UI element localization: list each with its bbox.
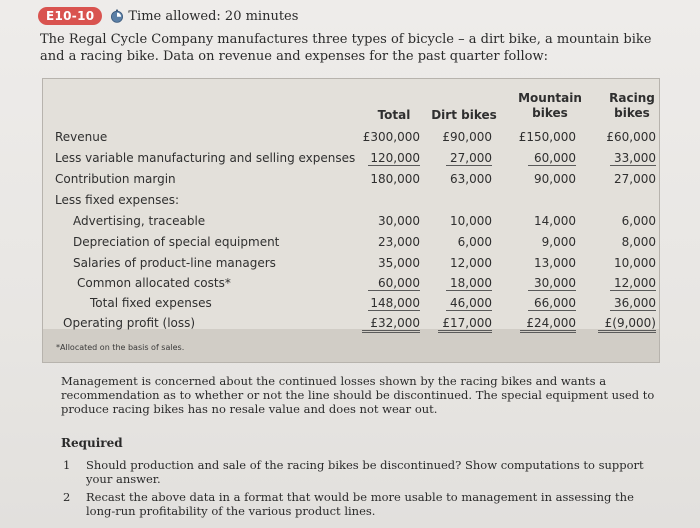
management-paragraph: Management is concerned about the continued losses shown by the racing bikes and wants a recommendation as to whether or not the line should be discontinued. The special equipment used to produce racing bikes has no resale value and does not wear out. <box>61 374 655 416</box>
cell-racing: 27,000 <box>614 172 656 186</box>
cell-total: 60,000 <box>368 276 420 291</box>
cell-racing: 33,000 <box>610 151 656 166</box>
row-label-operating-profit: Operating profit (loss) <box>63 316 196 330</box>
cell-racing: 6,000 <box>621 214 656 228</box>
cell-mountain: £150,000 <box>518 130 576 144</box>
exercise-header <box>38 7 298 25</box>
cell-dirt: 10,000 <box>450 214 492 228</box>
cell-dirt: £17,000 <box>438 316 492 333</box>
cell-racing: 10,000 <box>614 256 656 270</box>
required-heading: Required <box>61 436 123 450</box>
cell-dirt: 63,000 <box>450 172 492 186</box>
row-label-depreciation: Depreciation of special equipment <box>73 235 280 249</box>
header-total: Total <box>377 108 411 122</box>
cell-dirt: 6,000 <box>457 235 492 249</box>
exercise-badge: E10-10 <box>38 7 102 25</box>
row-label-fixed-heading: Less fixed expenses: <box>55 193 180 207</box>
row-label-contribution: Contribution margin <box>55 172 176 186</box>
cell-racing: £60,000 <box>606 130 656 144</box>
cell-mountain: £24,000 <box>520 316 576 333</box>
cell-total: 180,000 <box>370 172 420 186</box>
cell-dirt: £90,000 <box>442 130 492 144</box>
header-racing-bikes: Racing bikes <box>609 91 655 120</box>
cell-total: 148,000 <box>368 296 420 311</box>
question-number: 1 <box>63 458 71 472</box>
cell-total: 23,000 <box>378 235 420 249</box>
cell-racing: £(9,000) <box>598 316 656 333</box>
row-label-salaries: Salaries of product-line managers <box>73 256 276 270</box>
cell-dirt: 12,000 <box>450 256 492 270</box>
cell-dirt: 27,000 <box>446 151 492 166</box>
cell-mountain: 60,000 <box>528 151 576 166</box>
cell-total: 35,000 <box>378 256 420 270</box>
stopwatch-icon <box>110 9 124 23</box>
row-label-advertising: Advertising, traceable <box>73 214 206 228</box>
cell-racing: 36,000 <box>610 296 656 311</box>
cell-mountain: 90,000 <box>534 172 576 186</box>
cell-dirt: 46,000 <box>446 296 492 311</box>
question-text: Should production and sale of the racing bikes be discontinued? Show computations to support your answer. <box>86 458 644 486</box>
row-label-total-fixed: Total fixed expenses <box>90 296 212 310</box>
cell-total: 30,000 <box>378 214 420 228</box>
cell-racing: 8,000 <box>621 235 656 249</box>
cell-total: 120,000 <box>368 151 420 166</box>
cell-mountain: 13,000 <box>534 256 576 270</box>
time-allowed: Time allowed: 20 minutes <box>128 8 299 24</box>
header-dirt-bikes: Dirt bikes <box>431 108 497 122</box>
row-label-revenue: Revenue <box>55 130 108 144</box>
cell-total: £300,000 <box>362 130 420 144</box>
cell-mountain: 9,000 <box>541 235 576 249</box>
exercise-intro: The Regal Cycle Company manufactures three types of bicycle – a dirt bike, a mountain bike and a racing bike. Data on revenue and expenses for the past quarter follow: <box>40 32 652 64</box>
cell-total: £32,000 <box>362 316 420 333</box>
row-label-variable: Less variable manufacturing and selling expenses <box>55 151 356 165</box>
question-number: 2 <box>63 490 71 504</box>
cell-dirt: 18,000 <box>446 276 492 291</box>
row-label-common-allocated: Common allocated costs* <box>77 276 231 290</box>
cell-mountain: 30,000 <box>528 276 576 291</box>
question-text: Recast the above data in a format that would be more usable to management in assessing the long-run profitability of the various product lines. <box>86 490 634 518</box>
cell-racing: 12,000 <box>610 276 656 291</box>
cell-mountain: 14,000 <box>534 214 576 228</box>
header-mountain-bikes: Mountain bikes <box>518 91 582 120</box>
cell-mountain: 66,000 <box>528 296 576 311</box>
table-footnote: *Allocated on the basis of sales. <box>56 343 185 352</box>
